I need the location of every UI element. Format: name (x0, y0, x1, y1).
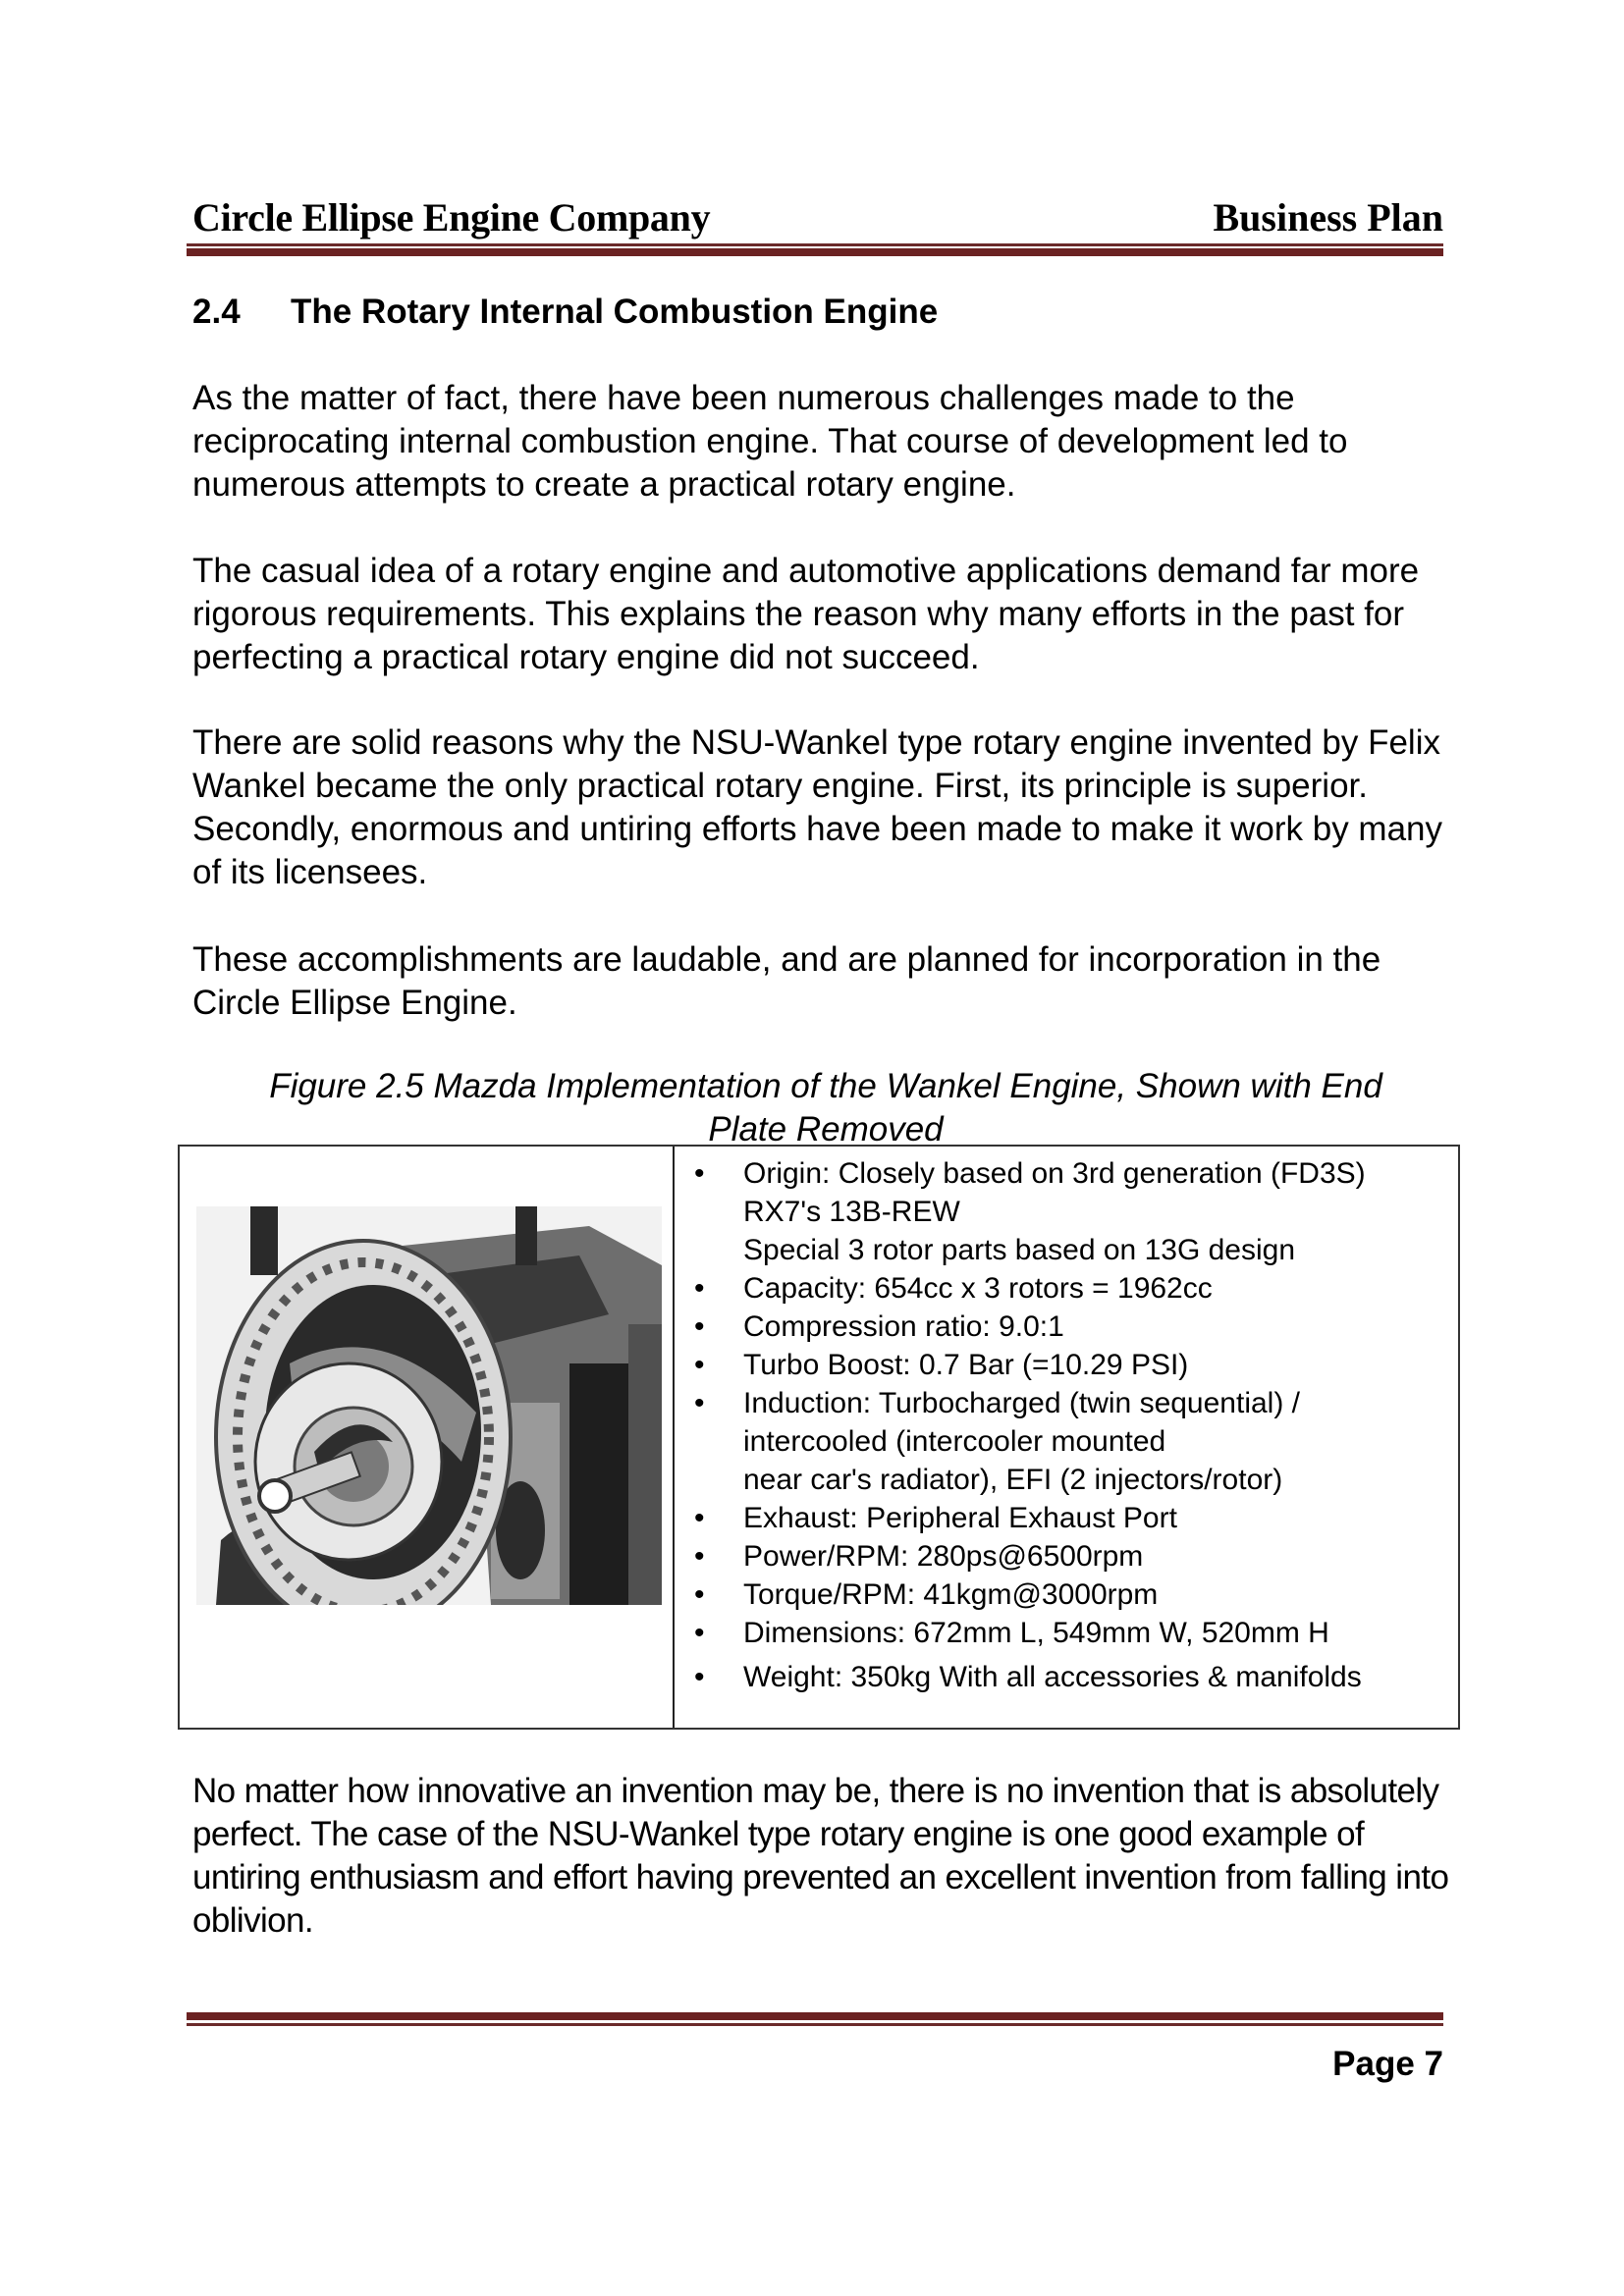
engine-photo (196, 1206, 662, 1605)
paragraph-3: There are solid reasons why the NSU-Wankel type rotary engine invented by Felix Wankel became the only practical rotary engine. First, its principle is superior. Secondly, enormous and untiring efforts have been made to make it work by many of its licensees. (192, 723, 1443, 891)
paragraph-2: The casual idea of a rotary engine and automotive applications demand far more rigorous requirements. This explains the reason why many efforts in the past for perfecting a practical rotary engine did not succeed. (192, 552, 1420, 676)
bullet-icon: • (694, 1272, 705, 1305)
section-heading (192, 293, 938, 332)
figure-caption-line-2: Plate Removed (708, 1110, 944, 1148)
bullet-icon: • (694, 1540, 705, 1573)
table-column-divider (673, 1147, 675, 1728)
spec-item (680, 1658, 1450, 1696)
rotary-engine-illustration (196, 1206, 662, 1605)
figure-caption-line-1: Figure 2.5 Mazda Implementation of the Wankel Engine, Shown with End (269, 1067, 1382, 1105)
bullet-icon: • (694, 1387, 705, 1419)
spec-text-line: intercooled (intercooler mounted (743, 1425, 1166, 1458)
footer-rule-thick (187, 2012, 1443, 2020)
spec-text-line: Torque/RPM: 41kgm@3000rpm (743, 1578, 1159, 1611)
bullet-icon: • (694, 1502, 705, 1534)
spec-item (680, 1384, 1450, 1499)
header-rule-thick (187, 248, 1443, 256)
spec-text-line: Dimensions: 672mm L, 549mm W, 520mm H (743, 1617, 1329, 1649)
spec-item (680, 1537, 1450, 1575)
spec-text-line: Compression ratio: 9.0:1 (743, 1310, 1064, 1343)
spec-text-line: near car's radiator), EFI (2 injectors/rotor) (743, 1464, 1283, 1496)
spec-text-line: Turbo Boost: 0.7 Bar (=10.29 PSI) (743, 1349, 1189, 1381)
spec-item (680, 1154, 1450, 1269)
figure-table (178, 1145, 1460, 1730)
bullet-icon: • (694, 1349, 705, 1381)
spec-text-line: Power/RPM: 280ps@6500rpm (743, 1540, 1144, 1573)
spec-item (680, 1269, 1450, 1308)
bullet-icon: • (694, 1310, 705, 1343)
paragraph-1: As the matter of fact, there have been numerous challenges made to the reciprocating internal combustion engine. That course of development led to numerous attempts to create a practical rotary engine. (192, 379, 1348, 504)
spec-text-line: Capacity: 654cc x 3 rotors = 1962cc (743, 1272, 1213, 1305)
spec-item (680, 1308, 1450, 1346)
bullet-icon: • (694, 1578, 705, 1611)
spec-item (680, 1614, 1450, 1652)
header-company-name: Circle Ellipse Engine Company (192, 195, 711, 240)
spec-text-line: Exhaust: Peripheral Exhaust Port (743, 1502, 1177, 1534)
spec-item (680, 1575, 1450, 1614)
section-title: The Rotary Internal Combustion Engine (291, 293, 939, 331)
spec-text-line: RX7's 13B-REW (743, 1196, 960, 1228)
bullet-icon: • (694, 1617, 705, 1649)
header-document-type: Business Plan (1213, 195, 1443, 240)
spec-text-line: Special 3 rotor parts based on 13G design (743, 1234, 1296, 1266)
section-number: 2.4 (192, 293, 241, 331)
bullet-icon: • (694, 1157, 705, 1190)
engine-spec-list (680, 1154, 1450, 1696)
figure-caption (192, 1065, 1459, 1151)
page-number: Page 7 (1332, 2045, 1443, 2083)
spec-text-line: Weight: 350kg With all accessories & manifolds (743, 1661, 1362, 1693)
spec-item (680, 1499, 1450, 1537)
footer-rule-thin (187, 2023, 1443, 2026)
bullet-icon: • (694, 1661, 705, 1693)
spec-text-line: Induction: Turbocharged (twin sequential) / (743, 1387, 1300, 1419)
paragraph-4: These accomplishments are laudable, and are planned for incorporation in the Circle Ellipse Engine. (192, 940, 1381, 1022)
spec-item (680, 1346, 1450, 1384)
spec-text-line: Origin: Closely based on 3rd generation (FD3S) (743, 1157, 1366, 1190)
header-rule-thin (187, 243, 1443, 246)
closing-paragraph: No matter how innovative an invention may be, there is no invention that is absolutely perfect. The case of the NSU-Wankel type rotary engine is one good example of untiring enthusiasm and effort having prevented an excellent invention from falling into oblivion. (192, 1772, 1449, 1940)
